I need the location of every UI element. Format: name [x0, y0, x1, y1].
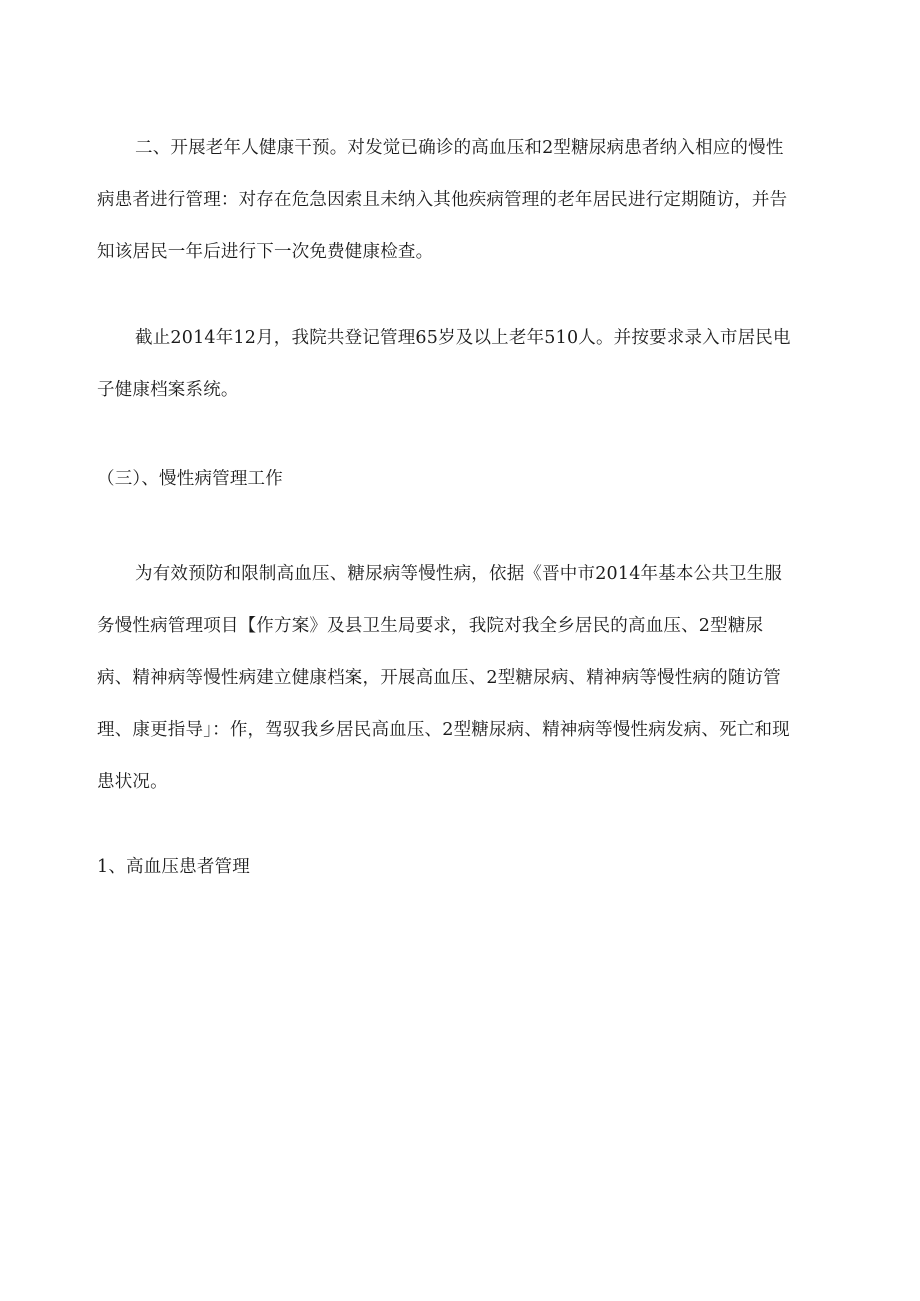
paragraph-chronic-disease-management: 为有效预防和限制高血压、糖尿病等慢性病，依据《晋中市2014年基本公共卫生服务慢性病管理项目【作方案》及县卫生局要求，我院对我全乡居民的高血压、2型糖尿病、精神病等慢性病建立健康档案，开展高血压、2型糖尿病、精神病等慢性病的随访管理、康更指导」：作，驾驭我乡居民高血压、2型糖尿病、精神病等慢性病发病、死亡和现患状况。	[97, 564, 790, 792]
subsection-heading-hypertension: 1、高血压患者管理	[97, 857, 250, 877]
section-heading-chronic-disease: （三）、慢性病管理工作	[97, 469, 283, 489]
paragraph-elderly-health-intervention: 二、开展老年人健康干预。对发觉已确诊的高血压和2型糖尿病患者纳入相应的慢性病患者进行管理：对存在危急因索且未纳入其他疾病管理的老年居民进行定期随访，并告知该居民一年后进行下一次免费健康检查。	[97, 138, 788, 262]
paragraph-registration-count: 截止2014年12月，我院共登记管理65岁及以上老年510人。并按要求录入市居民电子健康档案系统。	[97, 328, 791, 400]
